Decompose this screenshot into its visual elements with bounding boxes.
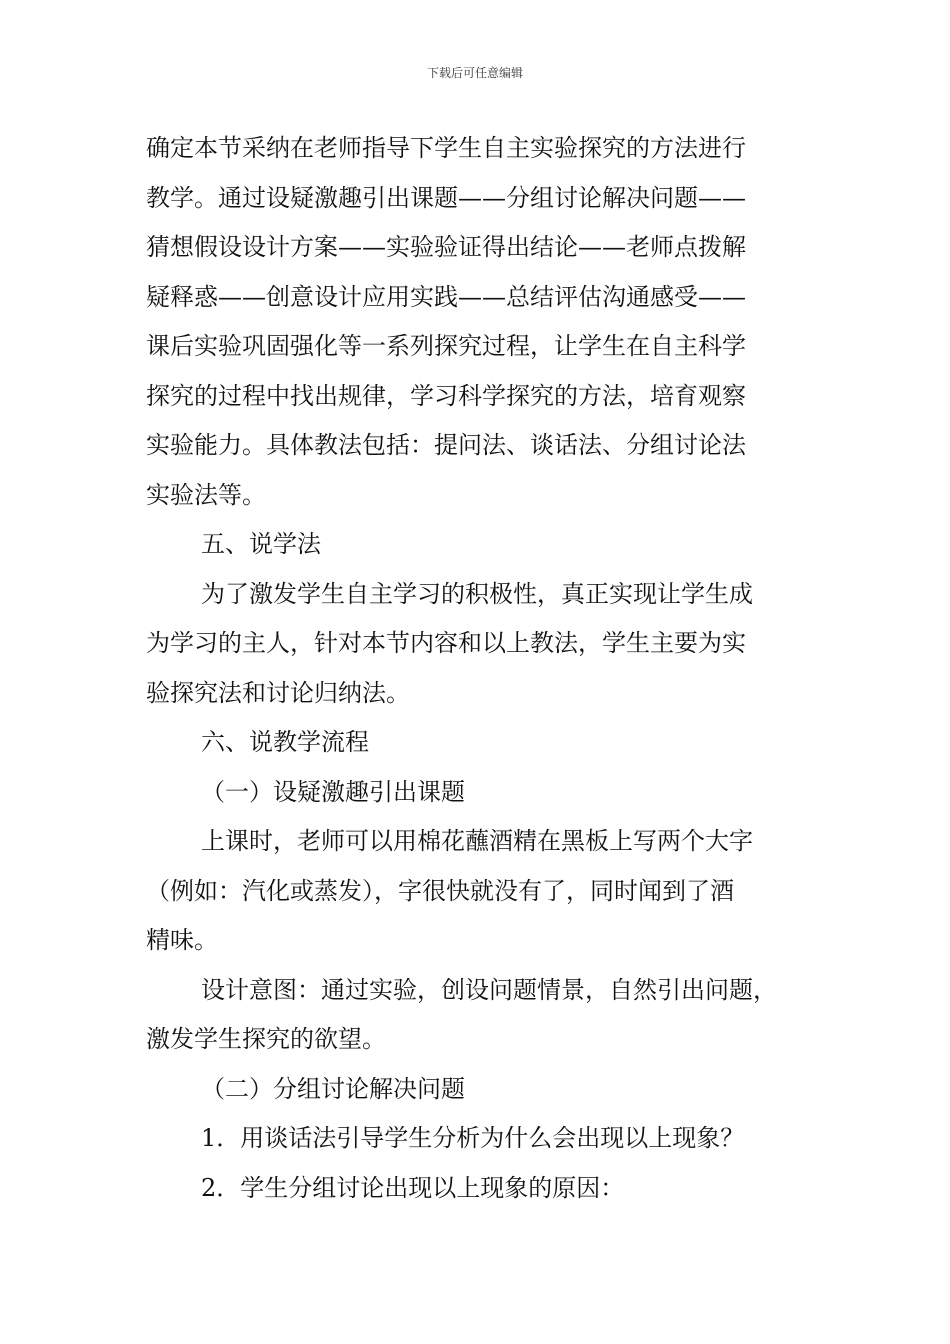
section-heading-teaching-process: 六、说教学流程 [201,728,369,756]
text-line: 探究的过程中找出规律，学习科学探究的方法，培育观察 [146,381,746,410]
text-line: 设计意图：通过实验，创设问题情景，自然引出问题， [201,975,777,1004]
text-line: 实验法等。 [146,480,266,509]
text-line: 验探究法和讨论归纳法。 [146,678,410,707]
subsection-heading-2: （二）分组讨论解决问题 [201,1074,465,1103]
document-body [146,124,806,1213]
section-heading-study-methods: 五、说学法 [201,530,321,558]
text-line: 为学习的主人，针对本节内容和以上教法，学生主要为实 [146,629,746,657]
list-item: 1．用谈话法引导学生分析为什么会出现以上现象？ [201,1124,745,1152]
text-line: 精味。 [146,926,218,954]
text-line: 猜想假设设计方案——实验验证得出结论——老师点拨解 [146,233,746,261]
text-line: 上课时，老师可以用棉花蘸酒精在黑板上写两个大字 [201,827,753,855]
text-line: 为了激发学生自主学习的积极性，真正实现让学生成 [201,579,753,608]
text-line: 教学。通过设疑激趣引出课题——分组讨论解决问题—— [146,183,746,212]
subsection-heading-1: （一）设疑激趣引出课题 [201,777,465,806]
text-line: （例如：汽化或蒸发），字很快就没有了，同时闻到了酒 [146,876,734,905]
text-line: 激发学生探究的欲望。 [146,1025,386,1053]
text-line: 疑释惑——创意设计应用实践——总结评估沟通感受—— [146,282,746,311]
text-line: 确定本节采纳在老师指导下学生自主实验探究的方法进行 [146,134,746,162]
text-line: 实验能力。具体教法包括：提问法、谈话法、分组讨论法 [146,431,746,459]
list-item: 2．学生分组讨论出现以上现象的原因： [201,1173,625,1202]
page-header: 下载后可任意编辑 [426,66,523,80]
text-line: 课后实验巩固强化等一系列探究过程，让学生在自主科学 [146,332,746,360]
